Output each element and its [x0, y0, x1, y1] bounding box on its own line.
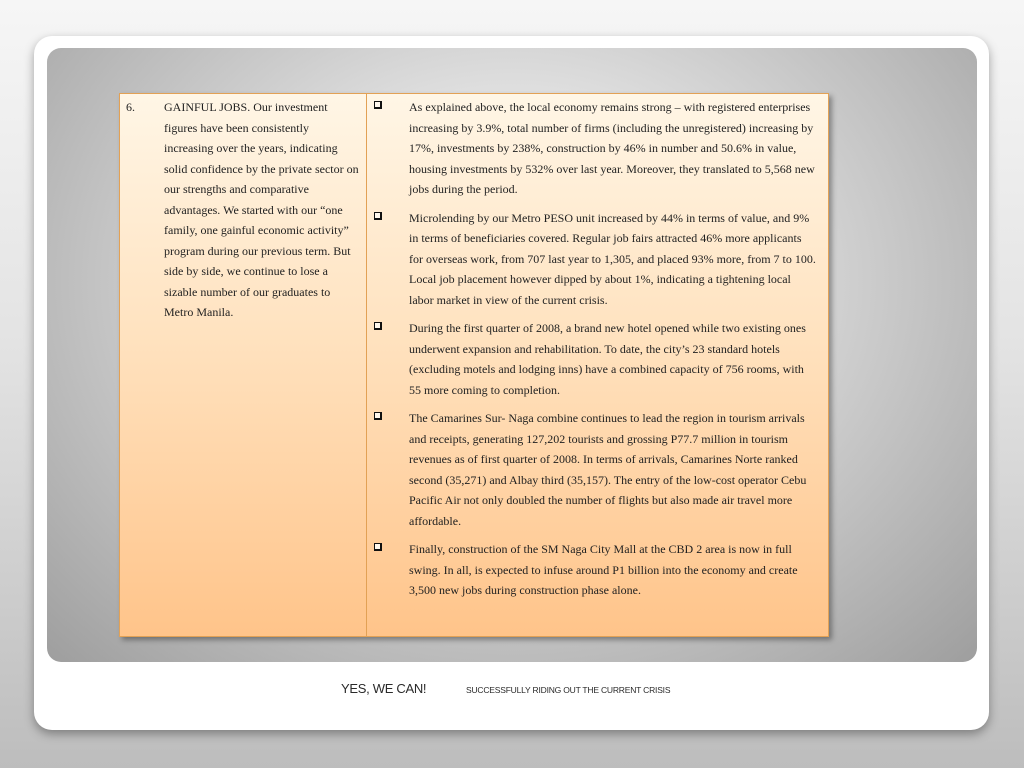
slide-frame — [34, 36, 989, 730]
bullet-item — [373, 318, 818, 400]
bullet-text: As explained above, the local economy remains strong – with registered enterprises increasing by 3.9%, total number of firms (including the unregistered) increasing by 17%, investments by 238%, construction by 46% in number and 50.6% in value, housing investments by 532% over last year. Moreover, they translated to 5,568 new jobs during the period. — [409, 100, 815, 196]
bullet-item — [373, 208, 818, 311]
checkbox-icon — [374, 212, 382, 220]
bullet-marker — [373, 408, 409, 531]
checkbox-icon — [374, 543, 382, 551]
bullet-text: Microlending by our Metro PESO unit increased by 44% in terms of value, and 9% in terms of beneficiaries covered. Regular job fairs attracted 46% more applicants for overseas work, from 707 last year to 1,305, and placed 93% more, from 7 to 100. Local job placement however dipped by about 1%, indicating a tightening local labor market in view of the current crisis. — [409, 210, 816, 307]
checkbox-icon — [374, 412, 382, 420]
bullet-item — [373, 97, 818, 200]
content-table — [119, 93, 829, 637]
bullet-text: Finally, construction of the SM Naga City Mall at the CBD 2 area is now in full swing. In all, is expected to infuse around P1 billion into the economy and create 3,500 new jobs during construction phase alone. — [409, 542, 798, 597]
bullet-item — [373, 539, 818, 601]
bullet-item — [373, 408, 818, 531]
left-cell — [120, 94, 367, 636]
bullet-marker — [373, 318, 409, 400]
bullet-text: During the first quarter of 2008, a brand new hotel opened while two existing ones underwent expansion and rehabilitation. To date, the city’s 23 standard hotels (excluding motels and lodging inns) have a combined capacity of 756 rooms, with 55 more coming to completion. — [409, 321, 806, 397]
checkbox-icon — [374, 322, 382, 330]
item-text: GAINFUL JOBS. Our investment figures have been consistently increasing over the years, indicating solid confidence by the private sector on our strengths and comparative advantages. We started with our “one family, one gainful economic activity” program during our previous term. But side by side, we continue to lose a sizable number of our graduates to Metro Manila. — [164, 100, 359, 319]
slide-content-panel — [47, 48, 977, 662]
item-number: 6. — [126, 100, 135, 114]
bullet-marker — [373, 208, 409, 311]
footer-subtitle: SUCCESSFULLY RIDING OUT THE CURRENT CRISIS — [466, 685, 671, 695]
bullet-text: The Camarines Sur- Naga combine continues to lead the region in tourism arrivals and receipts, generating 127,202 tourists and grossing P77.7 million in tourism revenues as of first quarter of 2008. In terms of arrivals, Camarines Norte ranked second (35,271) and Albay third (35,157). The entry of the low-cost operator Cebu Pacific Air not only doubled the number of flights but also made air travel more affordable. — [409, 411, 807, 528]
right-cell — [367, 94, 828, 636]
checkbox-icon — [374, 101, 382, 109]
bullet-marker — [373, 539, 409, 601]
bullet-marker — [373, 97, 409, 200]
footer-title: YES, WE CAN! — [341, 681, 427, 696]
